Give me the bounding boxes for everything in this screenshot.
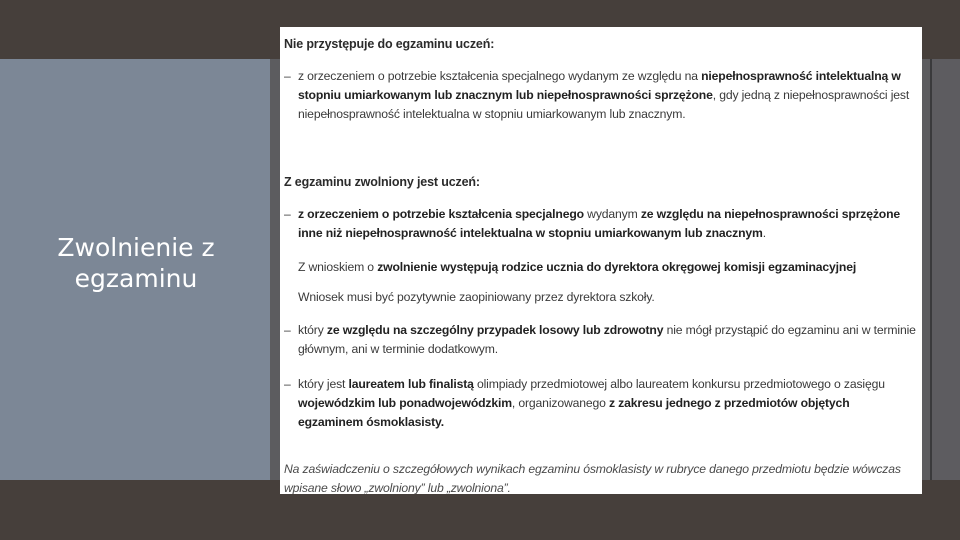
slide-title-line1: Zwolnienie z: [57, 233, 215, 262]
bullet-dash: –: [284, 69, 291, 83]
document-image: [280, 27, 922, 494]
slide-title: [16, 232, 256, 294]
list-item-random-case: – który ze względu na szczególny przypadek losowy lub zdrowotny nie mógł przystąpić do egzaminu ani w terminie głównym, ani w terminie dodatkowym.: [284, 323, 916, 356]
bullet-dash: –: [284, 323, 291, 337]
right-strip: [930, 59, 960, 480]
section-heading-not-taking: Nie przystępuje do egzaminu uczeń:: [284, 37, 495, 51]
bullet-dash: –: [284, 207, 291, 221]
list-item-exempt-intellectual: – z orzeczeniem o potrzebie kształcenia specjalnego wydanym ze względu na niepełnosprawność intelektualną w stopniu umiarkowanym lub znacznym lub niepełnosprawności sprzężone, gdy jedną z niepełnosprawności jest niepełnosprawność intelektualna w stopniu umiarkowanym lub znacznym.: [284, 69, 910, 121]
footnote: Na zaświadczeniu o szczegółowych wynikach egzaminu ósmoklasisty w rubryce danego przedmiotu będzie wówczas wpisane słowo „zwolniony” lub „zwolniona”.: [284, 462, 901, 494]
paragraph-opinion: Wniosek musi być pozytywnie zaopiniowany przez dyrektora szkoły.: [298, 290, 655, 304]
section-heading-exempted: Z egzaminu zwolniony jest uczeń:: [284, 175, 480, 189]
list-item-multiple-disabilities: – z orzeczeniem o potrzebie kształcenia specjalnego wydanym ze względu na niepełnosprawności sprzężone inne niż niepełnosprawność intelektualna w stopniu umiarkowanym lub znacznym.: [284, 207, 901, 240]
slide-title-line2: egzaminu: [74, 264, 198, 293]
list-item-laureate: – który jest laureatem lub finalistą olimpiady przedmiotowej albo laureatem konkursu przedmiotowego o zasięgu wojewódzkim lub ponadwojewódzkim, organizowanego z zakresu jednego z przedmiotów objętych egzaminem ósmoklasisty.: [284, 377, 885, 429]
bullet-dash: –: [284, 377, 291, 391]
paragraph-request: Z wnioskiem o zwolnienie występują rodzice ucznia do dyrektora okręgowej komisji egzaminacyjnej: [298, 260, 857, 274]
